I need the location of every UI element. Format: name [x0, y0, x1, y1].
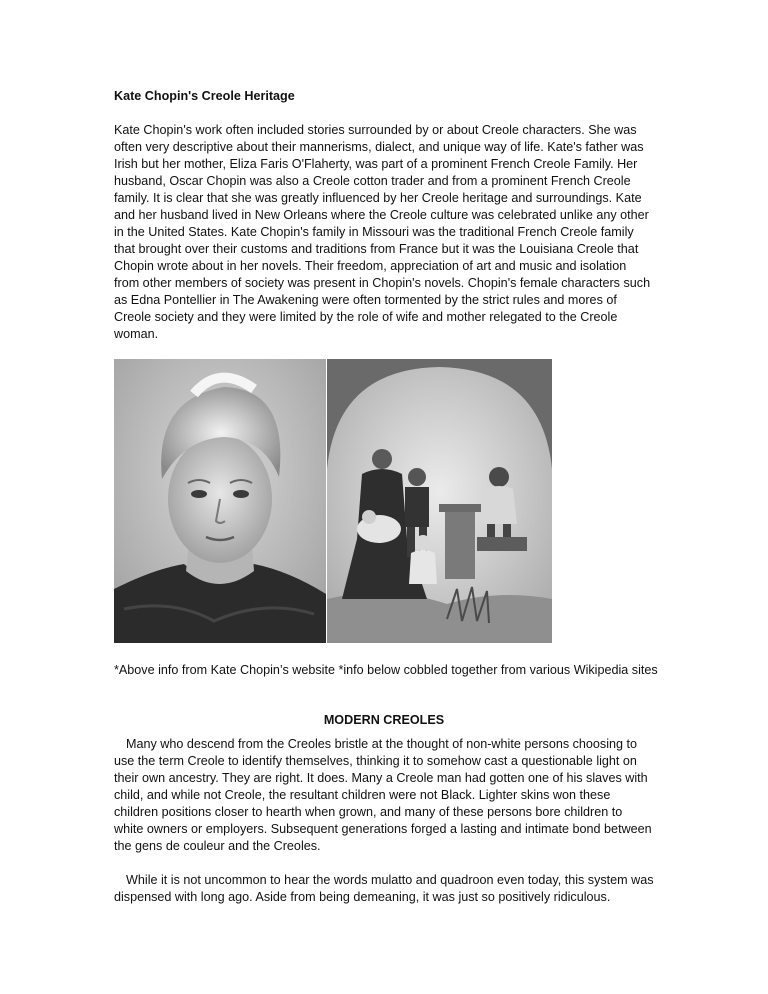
photo-group	[114, 359, 552, 643]
family-photo	[327, 359, 552, 643]
section-paragraph-2: While it is not uncommon to hear the words mulatto and quadroon even today, this system was dispensed with long ago. Aside from being demeaning, it was just so positively ridiculous.	[114, 873, 654, 904]
section-paragraph-1: Many who descend from the Creoles bristle at the thought of non-white persons choosing to use the term Creole to identify themselves, thinking it to somehow cast a questionable light on their own ancestry. They are right. It does. Many a Creole man had gotten one of his slaves with child, and while not Creole, the resultant children were not Black. Lighter skins won these children positions closer to hearth when grown, and many of these persons bore children to white owners or employers. Subsequent generations forged a lasting and intimate bond between the gens de couleur and the Creoles.	[114, 737, 652, 853]
photo-caption: *Above info from Kate Chopin’s website *info below cobbled together from various Wikipedia sites	[114, 663, 658, 677]
intro-paragraph: Kate Chopin's work often included stories surrounded by or about Creole characters. She was often very descriptive about their mannerisms, dialect, and unique way of life. Kate's father was Irish but her mother, Eliza Faris O'Flaherty, was part of a prominent French Creole Family. Her husband, Oscar Chopin was also a Creole cotton trader and from a prominent French Creole family. It is clear that she was greatly influenced by her Creole heritage and surroundings. Kate and her husband lived in New Orleans where the Creole culture was celebrated unlike any other in the United States. Kate Chopin's family in Missouri was the traditional French Creole family that brought over their customs and traditions from France but it was the Louisiana Creole that Chopin wrote about in her novels. Their freedom, appreciation of art and music and isolation from other members of society was present in Chopin's novels. Chopin's female characters such as Edna Pontellier in The Awakening were often tormented by the strict rules and mores of Creole society and they were limited by the role of wife and mother relegated to the Creole woman.	[114, 123, 651, 341]
article-intro	[114, 88, 654, 343]
section-heading: MODERN CREOLES	[323, 713, 445, 727]
article-title: Kate Chopin's Creole Heritage	[114, 89, 295, 103]
portrait-photo	[114, 359, 326, 643]
modern-creoles-section	[114, 712, 654, 923]
